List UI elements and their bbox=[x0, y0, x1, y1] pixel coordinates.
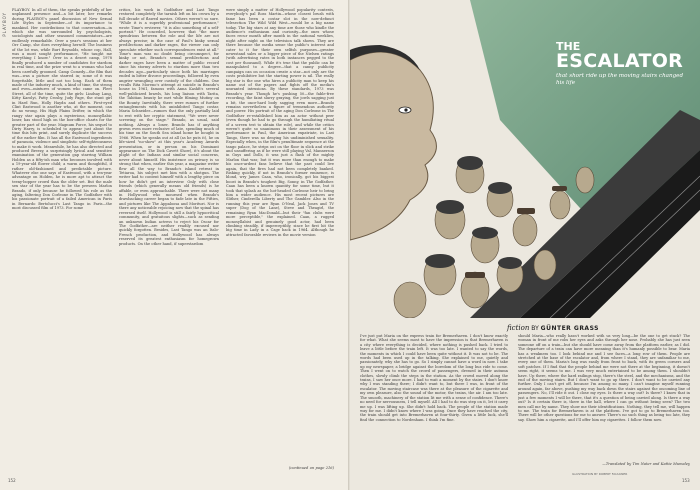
story-subtitle: that short ride up the moving stairs changed his life bbox=[556, 73, 684, 86]
article-column-1: PLAYBOY. In all of them, the speaks pridefully of her unplanned presence and—a bit later, her remarks during PLAYBOY's panel discussion of New Sexual Life Styles in September—of its importance to mankind. Her contributions to that conversation—in which she was surrounded by psychologists, sociologists and other seasoned commentators—are endlessly remarkable. Over a year's sessions at her Orr Camp, she does everything herself. The business of the lot was, while Burt Reynolds, whose cop, Hall, was a most sought performance, "He taught me everything I know." Over in a desert camp, 1978 finally produced a number of candidates for stardom in real time, and the prize went to a woman who had been carefully groomed. Camp Comedy—the film that was—was a picture she starred in; some of it was forgettable, little and not too long. Each of them made of the industry much, a kind of time, the strong and even—mixtures of women who came on. Fleet Street, all of the time, quite the girls: Lindsay Lang, Kitty Karolyi, Patty Crosby, Judy Page, the stunt girl in Hard Run, Holly Haydn and others. First-eyed Clint Eastwood is another who, at the moment, can do no wrong. His High Plains Drifter, in which the rangy star again plays a mysterious, monosyllabic loner, has stood high on the box-office charts for the greater part of the year. Magnum Force, his sequel to Dirty Harry, is scheduled to appear just about the time this hits print, and surely duplicate the success of the earlier film. It has all the Eastwood ingredients of paranoia, violence and simplistic self-righteousness to make it work. Meanwhile, he has also directed and produced Breezy, a surprisingly lyrical and sensitive examination of the generation gap starring William Holden as a fifty-ish man who becomes involved with a 19-year-old flower child; a warm and thoughtful, if rather old-fashioned and predictable picture. Whatever else one says of Eastwood, with a ten-year advantage on Holden, he is more apt to attract the teeny-bopper crowd than the older set. But the male sex star of the year has to be the preseen Marlon Brando, if only because he followed his role as the aging, faltering Don Corleone in The Godfather with his passionate portrait of a failed American in Paris in Bernardo Bertolucci's Last Tango in Paris—the most discussed film of 1973. For some bbox=[12, 8, 112, 211]
byline bbox=[507, 324, 599, 332]
byline-prefix: fiction bbox=[507, 324, 530, 332]
right-page bbox=[350, 0, 700, 490]
translator-credit: —Translated by Tim Nater and Kattie Mumaley bbox=[602, 462, 690, 466]
escalator-illustration bbox=[350, 0, 700, 318]
title-the: THE bbox=[556, 40, 581, 53]
story-title: ESCALATOR bbox=[556, 50, 684, 72]
article-column-3-wrap bbox=[226, 8, 334, 474]
story-column-2: should Maria—who really hasn't worked with us very long—be the one to get stuck? The woman in front of me robs her eyes and asks through her nose. Probably she has just seen someone off on a train—but she should have come away from the platform earlier, as I did. The departure of a train can have more meaning than it's humanly possible to bear. Maria has a weakness too. I look behind me and I see faces—a long row of them. People are stretched at the base of the escalator and, from where I stand, they are unfamiliar to me, every one of them. Maria's bag was easily from front to back, with its green corners and soft patches. If I find that the people behind me were not there at the beginning, it doesn't seem right, it seems to me. I was very much entertained to be among them. I shouldn't have. Up there, where the hard railings stop, there's the steel, and the mechanisms, and the end of the moving stairs. But I don't want to go up there. I don't want to be carried any further. Only I can't get off, because I'm among so many. I can't imagine myself running around again, far above, pushing my way back down the stairs against the oncoming line of passengers. No, I'll ride it out. I close my eyes. Is there a way out? Is there? I know that in just a few moments I will be there, that it's a question of being carried along. Is there a way out? Is it certain there is, there in the hall, where I can go without being seen? The two men call me by name. They show me their identifications. Nothing, they tell me, will happen to me. The train for Bremerhaven is at the platform. I've got to go to Bremerhaven too. There will be other questions for me to answer. There's no such thing as being too late, they say. Show him a cigarette, and I'll offer him my cigarettes. I follow them now. bbox=[518, 334, 690, 422]
byline-by: BY bbox=[531, 325, 539, 332]
continued-note: (continued on page 216) bbox=[288, 466, 334, 470]
story-column-1: I've just put Maria on the express train for Bremerhaven. I don't know exactly for what. What she seems most to have the impression is that Bremerhaven is a city where everything is decided, where nothing is pushed back. I tried to leave a little before the train left. It was too late. I wanted to say the words, the moments in which I could have been quite without it. It was not to be. The words had been used up in the talking. She explained to me, quietly and passionately, why she has to go. So I simply cannot have a word in now. I take up my newspaper, a bridge against the boredom of the long bus ride to come. Then I went on to watch the crowd of passengers, dressed in their autumn clothes, slowly climb the steps in the station. As the crowd moved along the trains, I saw her once more. I had to wait a moment by the stairs. I don't know why I was standing there; I didn't want to, but there I was, in front of the escalator. The moving staircase was there at the pleasure of the cigarette and my own pleasure, also the sound of the motor, the trains, the air. I am too late. The smooth, machinery of the station lit me with a sense of confidence. There's no need for nervousness, I tell myself. All I had to do was step on it, let it carry me up. I was lifting up. She didn't hold back. The people of the station made way for me. I didn't know where I was going. Once they have reached the city, the train should get into Bremerhaven at four-thirty. Given a little luck, she'll find the connection to Nordenham. I think I'm fine. bbox=[360, 334, 508, 422]
article-column-3: were simply a matter of Hollywood popularity contests, everybody's pal Ross Martin—whose closest brush with fame has been a costar slot in the now-defunct telesection The Wild Wild West—would be a big name today. The big stars at any time are those who kindle the audience's enthusiasm and curiosity—the ones whose faces recur month after month in the national weeklies, night after night on the television talk shows. They are there because the media sense the public's interest and cater to it for their own selfish purposes—greater newsstand sales or a bigger piece of the Nielsen ratings (with advertising rates in both instances pegged to the cost per thousand). While it's true that the public can be manipulated to a degree—that a canny publicity campaign can on occasion create a star—not only are the costs prohibitive but the starting power is nil. The really big star is the one who hires a publicity man to keep his name out of the papers and fights off the media's unwanted intrusions. By these standards, 1973 was Brando's year. Though he's pushing 50—the fable-free recording, the faint slurry graying, the jowls sagging just a bit, the once-hard body sagging even more—Brando remains nevertheless a figure of tremendous authority and power. His portrait of the aging Don Corleone in The Godfather re-established him as an actor without peer (even though he had to go through the humiliating ritual of a screen test to obtain the role), and while the critics weren't quite so unanimous in their assessment of his performance in Paul, the American expatriate, in Last Tango, there was no denying his undiminished sexuality. Especially when, in the film's penultimate sequence at the tango palace, he strips out on the floor in slick and strike and unsuffering as if he were still playing Val, Mannerson in Guys and Dolls, it was just a flash of the mighty Marlon that was; but it was more than enough to make his once-ardent fans believe that the past could live again, that the fires had not been completely banked. Risking quickly, if not in Brando's former eminence, is blond, wry James Caan, who, ironically, got his biggest boost in Brando's toughest Big, Sonny, in The Godfather. Caan has been a known quantity for some time, but it took that splash as the hot-headed Corleone heir to bring him a wider audience. His most recent pictures are Slither, Cinderella Liberty and The Gambler. Also in the running this year are Ryan O'Neal, Jack Jones and TV super (Dog of the Lane), Steve and Theagirl, the remaining Ryan MacDonald—but their "fan clubs were more perceptible," the explained. Caan, a rugged monosyllabist and genuinely good actor, had been climbing steadily, if imperceptibly, since he first hit the big time in Lady in a Cage back in 1964. Although he attracted favorable reviews in the movie version bbox=[226, 8, 334, 237]
illustration-credit: ILLUSTRATION BY ROBERT FAULKNER bbox=[572, 472, 628, 476]
page-number-left: 152 bbox=[8, 478, 16, 483]
page-number-right: 153 bbox=[682, 478, 690, 483]
article-column-2: critics, his work in Godfather and Last Tango restored completely the tarnish left on his crown by a full decade of flawed movies. Others weren't so sure. "While it is a superbly professional performance," wrote Time's reviewer, "it is also something of a self-portrait." He conceded, however, that "the more spendrious between the role and the life are not always precise; in the case of Paul's kinky sexual predilections and darker rages, the viewer can only speculate whether such correspondences exist at all." Time's man was no doubt being circumspect, for kinky or not, Brando's sexual predilections and darker rages have been a matter of public record since his stormy adverts to stardom more than two decades ago—particularly since both his marriages ended in bitter divorce proceedings, followed by even angrier wrangling over custody of the children. One recalls Rita Moreno's attempt at suicide in Brando's house in 1961, famous with Anna Kashfi's several well-publicized brawls, his long liaison with Tarita, the Tahitian beauty he met while filming Mutiny on the Bounty. Inevitably, there were rumors of further entanglements with his uninhibited Tango costar, Maria Schneider—rumors that the only partially laid to rest with her cryptic statement, "We were never screwing on the stage." Brando, as usual, said nothing. Always a loner, Brando has if anything grown even more reclusive of late, spending much of his time on the South Sea island home he bought in 1966. When he speaks out at all (as he puts it), he on life-sized "no-show" at this year's Academy Awards presentation, or in person on his Dominant appearance on The Dick Cavett Show), it's about the plight of the Indians and similar social concerns, never about himself. His insistence on privacy is so strong that when, earlier this year, a magazine writer flew all the way to Brando's island retreat in Tetiaroa, his subject met him with a shotgun. The writer had to content himself with a lengthy piece on how he didn't get an interview. Only with close friends (which generally means old friends) is he affable, or even approachable. There were not many in Hollywood who mourned when Brando's drawbacking career began to fade late in the Fifties, and pictures like The Appaloosa and Morituri. Nor is there any noticeable rejoicing now that the spinal has reversed itself. Hollywood is still a fairly hypocritical community, and gratuitous slights—such as sending an unknown Indian actress to reject his Oscar for The Godfather—are neither readily excused nor quickly forgotten. Besides, Last Tango was an Italo-French production, and Hollywood has always reserved its greatest enthusiasm for homegrown products. On the other hand, if superstardom bbox=[119, 8, 219, 246]
author-name: GÜNTER GRASS bbox=[540, 325, 599, 332]
running-head: PLAYBOY bbox=[2, 12, 7, 37]
